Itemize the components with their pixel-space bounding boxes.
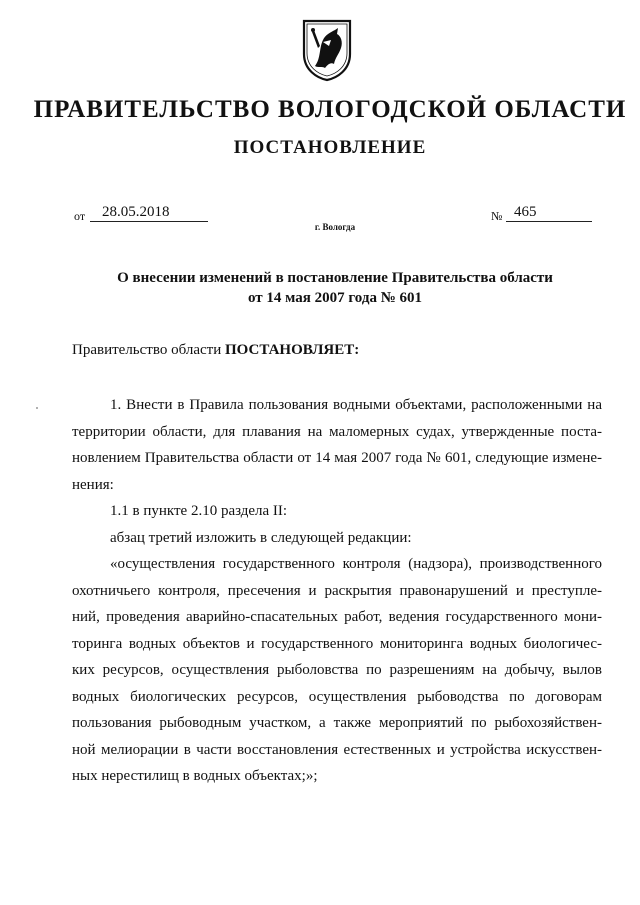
paragraph-4-line: пользования рыбоводным участком, а также мероприятий по рыбохозяйствен- xyxy=(72,715,602,731)
paragraph-4-line: торинга водных объектов и государственного мониторинга водных биологичес- xyxy=(72,635,602,652)
paragraph-4-line: водных биологических ресурсов, осуществления рыбоводства по договорам xyxy=(72,688,602,705)
paragraph-1-line: территории области, для плавания на маломерных судах, утвержденные поста- xyxy=(72,423,602,440)
subject-line-2: от 14 мая 2007 года № 601 xyxy=(247,290,423,306)
paragraph-1-line: 1. Внести в Правила пользования водными объектами, расположенными на xyxy=(110,397,602,413)
paragraph-1-line: новлением Правительства области от 14 мая 2007 года № 601, следующие измене- xyxy=(72,450,602,466)
city-label: г. Вологда xyxy=(314,222,356,232)
document-body xyxy=(72,392,602,790)
paragraph-4-line: ной мелиорации в части восстановления естественных и устройства искусствен- xyxy=(72,741,602,758)
document-type: ПОСТАНОВЛЕНИЕ xyxy=(233,137,427,158)
document-subject xyxy=(0,268,640,308)
paragraph-4-line: ний, проведения аварийно-спасательных работ, ведения государственного мони- xyxy=(72,609,602,625)
number-value: 465 xyxy=(506,203,592,222)
paragraph-4-line: «осуществления государственного контроля (надзора), производственного xyxy=(110,556,602,572)
government-title: ПРАВИТЕЛЬСТВО ВОЛОГОДСКОЙ ОБЛАСТИ xyxy=(33,96,627,123)
paragraph-3: абзац третий изложить в следующей редакции: xyxy=(110,529,412,546)
paragraph-4-line: ких ресурсов, осуществления рыболовства по разрешениям на добычу, вылов xyxy=(72,662,602,678)
decree-lead: Правительство области xyxy=(72,342,225,358)
date-value: 28.05.2018 xyxy=(90,203,208,222)
paragraph-4-line: охотничьего контроля, пресечения и раскрытия правонарушений и преступле- xyxy=(72,582,602,599)
paragraph-1-line: нения: xyxy=(72,476,114,493)
number-label: № xyxy=(491,209,503,223)
subject-line-1: О внесении изменений в постановление Правительства области xyxy=(117,270,553,286)
date-label: от xyxy=(74,209,86,223)
paragraph-4-line: ных нерестилищ в водных объектах;»; xyxy=(72,768,318,784)
scan-speck xyxy=(36,407,38,409)
paragraph-2: 1.1 в пункте 2.10 раздела II: xyxy=(110,503,288,519)
coat-of-arms-emblem xyxy=(301,18,353,82)
decree-keyword: ПОСТАНОВЛЯЕТ: xyxy=(224,342,360,358)
decree-statement xyxy=(72,342,359,359)
